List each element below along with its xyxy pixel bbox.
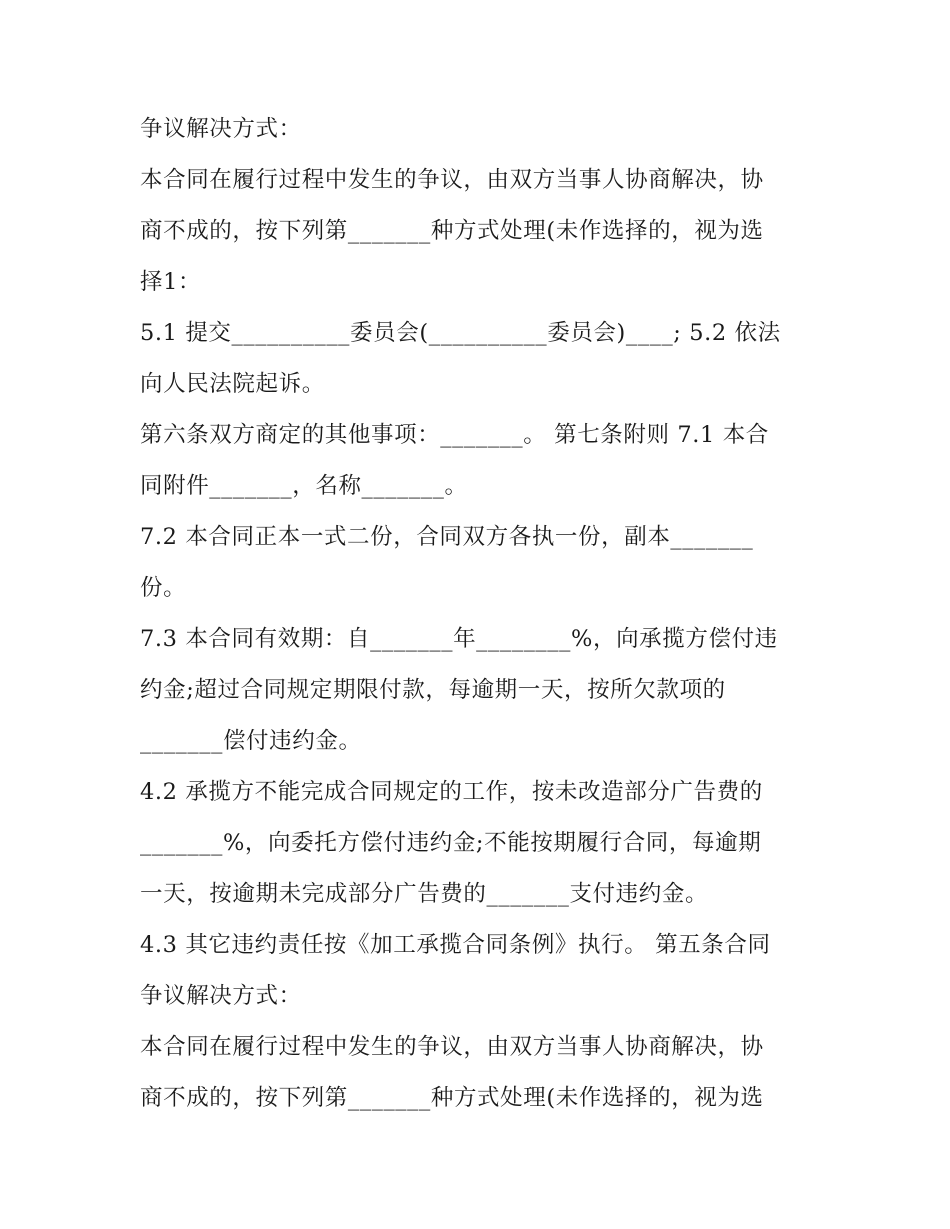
text-line: 本合同在履行过程中发生的争议，由双方当事人协商解决，协	[140, 1034, 764, 1060]
text-line: 7.3 本合同有效期：自_______年________%，向承揽方偿付违	[140, 626, 778, 652]
text-line: 一天，按逾期未完成部分广告费的_______支付违约金。	[140, 881, 709, 907]
text-line: 商不成的，按下列第_______种方式处理(未作选择的，视为选	[140, 218, 764, 244]
text-line: 向人民法院起诉。	[140, 371, 325, 397]
text-line: 本合同在履行过程中发生的争议，由双方当事人协商解决，协	[140, 167, 764, 193]
text-line: 5.1 提交__________委员会(__________委员会)____; 5.2 依法	[140, 320, 781, 346]
text-line: 份。	[140, 575, 187, 601]
text-line: 4.3 其它违约责任按《加工承揽合同条例》执行。 第五条合同	[140, 932, 771, 958]
text-line: 第六条双方商定的其他事项：_______。 第七条附则 7.1 本合	[140, 422, 769, 448]
document-body	[140, 104, 820, 1124]
text-line: 约金;超过合同规定期限付款，每逾期一天，按所欠款项的	[140, 677, 726, 703]
text-line: 7.2 本合同正本一式二份，合同双方各执一份，副本_______	[140, 524, 754, 550]
text-line: 择1：	[140, 269, 202, 295]
text-line: 争议解决方式：	[140, 116, 302, 142]
text-line: 4.2 承揽方不能完成合同规定的工作，按未改造部分广告费的	[140, 779, 763, 805]
text-line: 争议解决方式：	[140, 983, 302, 1009]
text-line: _______%，向委托方偿付违约金;不能按期履行合同，每逾期	[140, 830, 762, 856]
text-line: 商不成的，按下列第_______种方式处理(未作选择的，视为选	[140, 1085, 764, 1111]
text-line: _______偿付违约金。	[140, 728, 362, 754]
text-line: 同附件_______，名称_______。	[140, 473, 468, 499]
